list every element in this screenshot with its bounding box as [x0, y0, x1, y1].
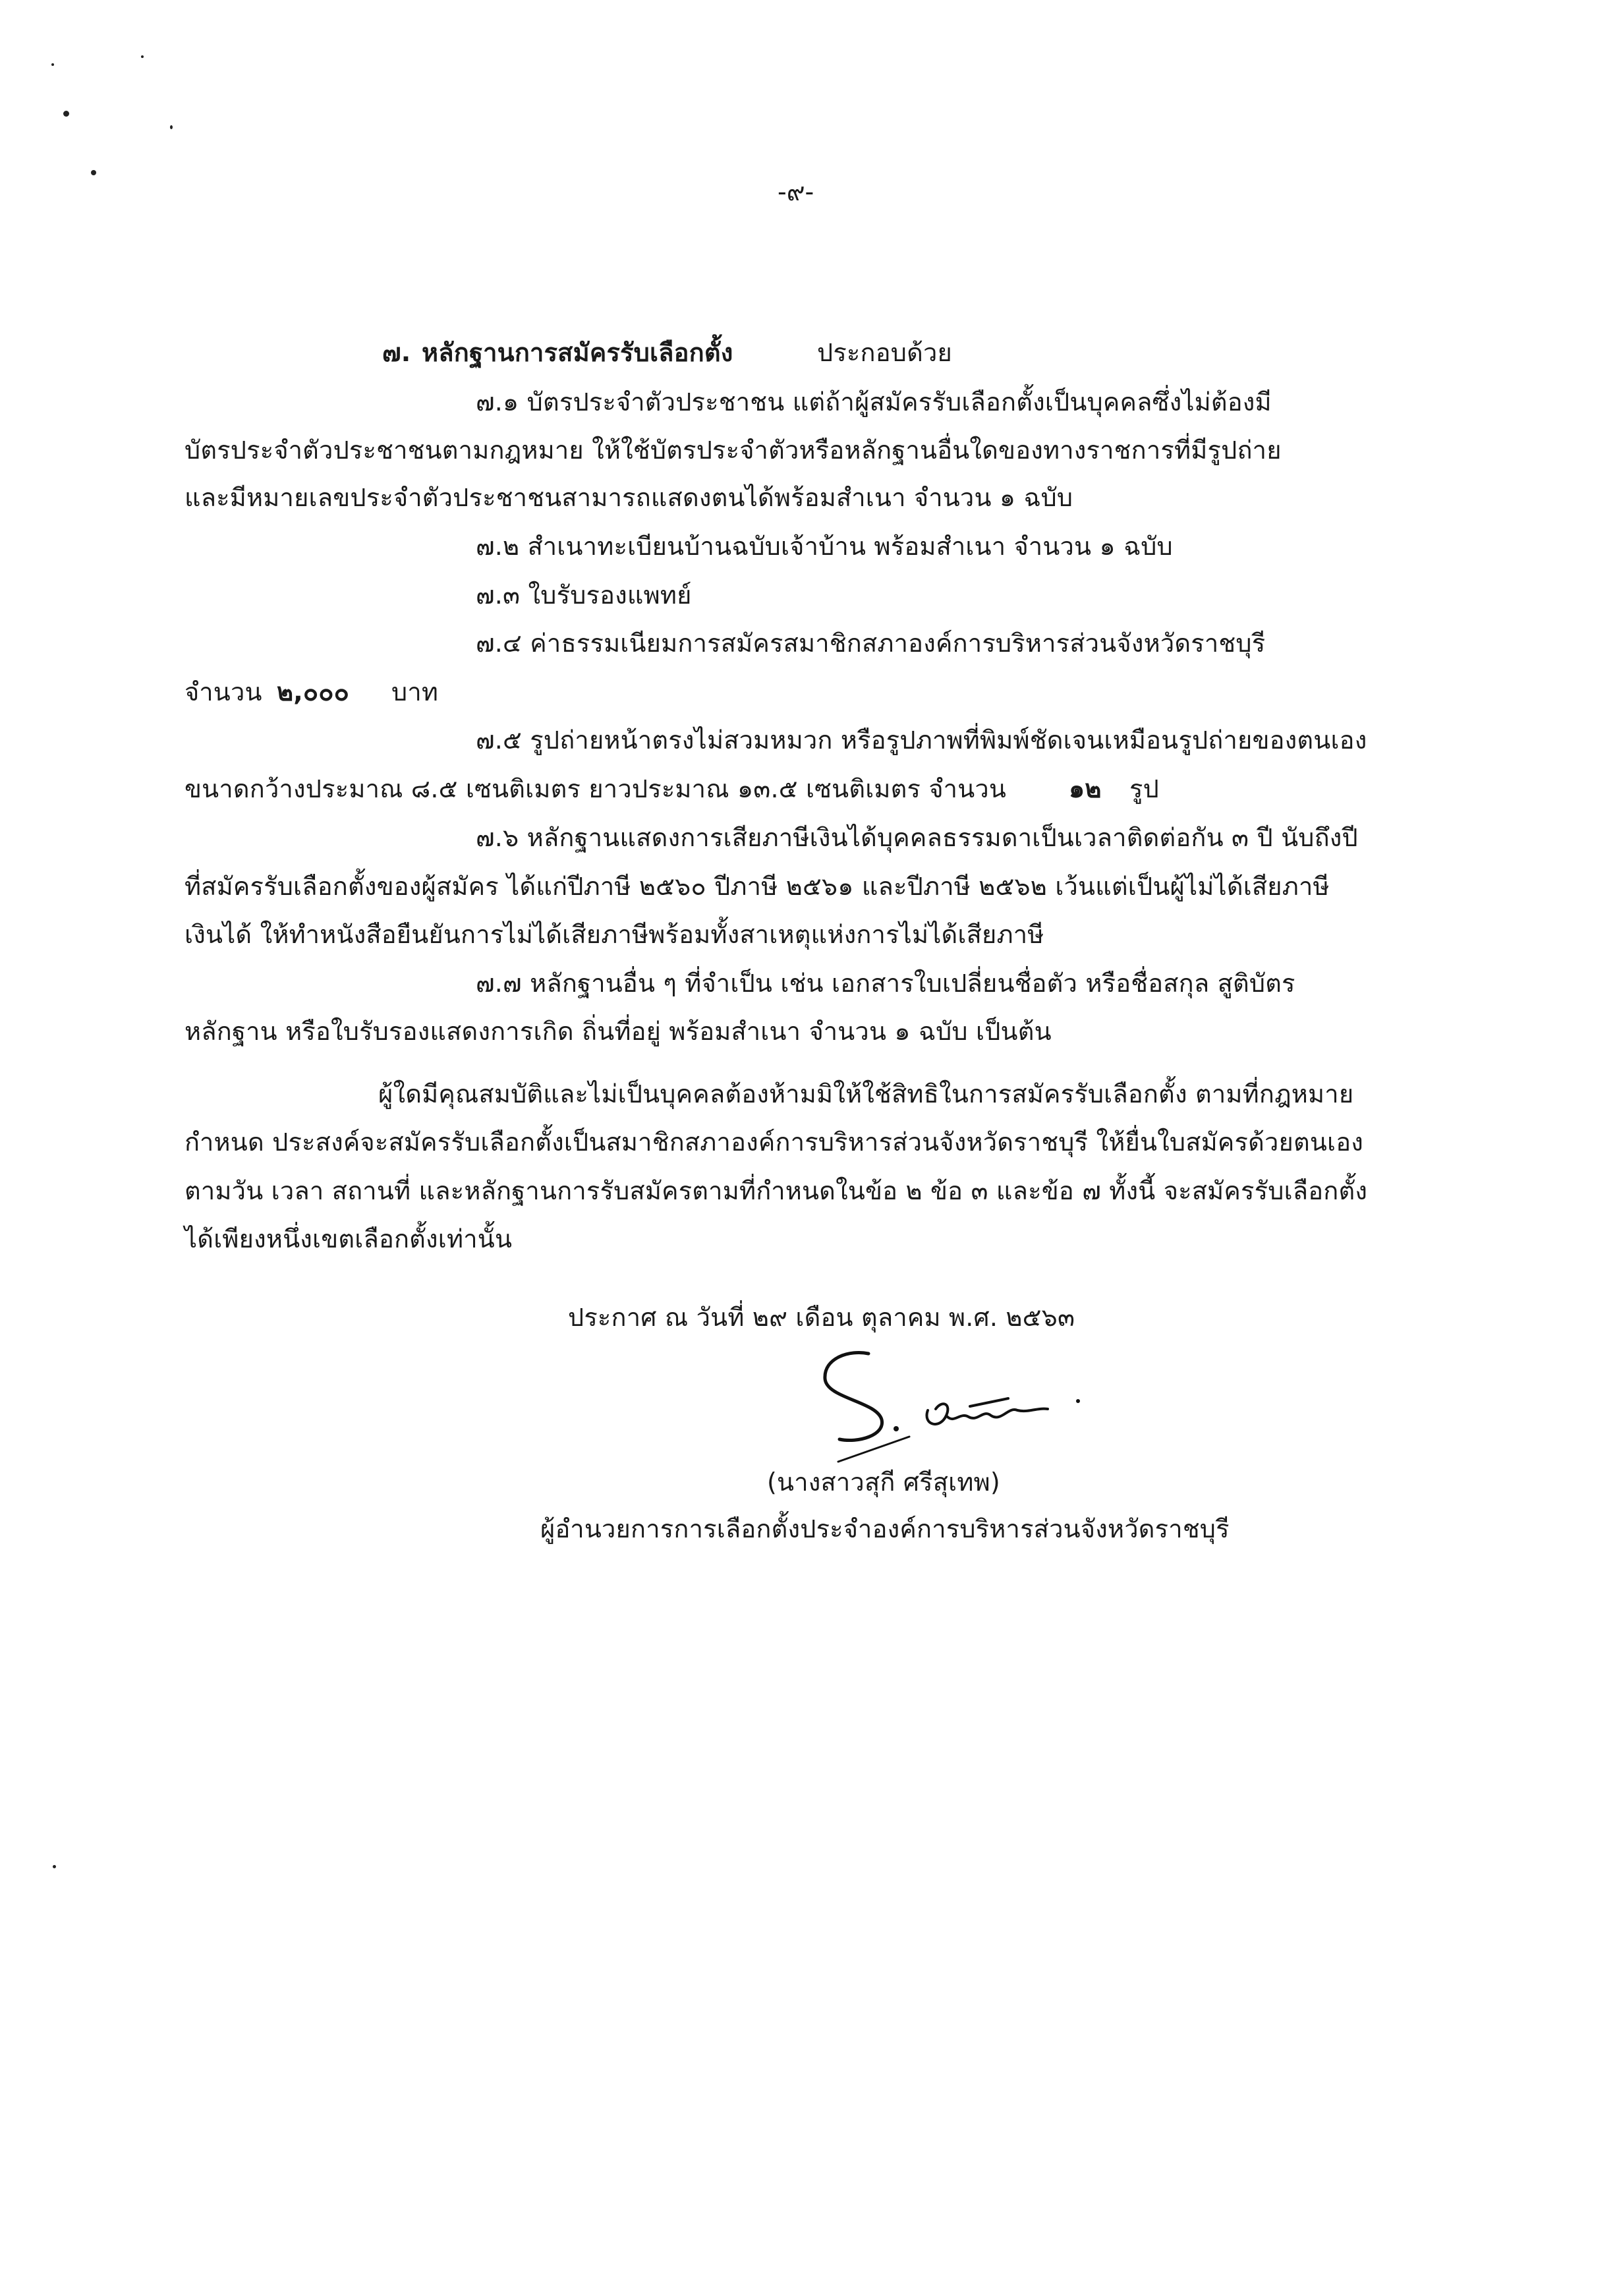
announcement-date: ประกาศ ณ วันที่ ๒๙ เดือน ตุลาคม พ.ศ. ๒๕๖๓	[568, 1303, 1075, 1332]
item-7-4-amount-label: จำนวน	[185, 677, 262, 706]
signatory-position: ผู้อำนวยการการเลือกตั้งประจำองค์การบริหารส่วนจังหวัดราชบุรี	[540, 1514, 1230, 1543]
item-7-4-line-1: ๗.๔ ค่าธรรมเนียมการสมัครสมาชิกสภาองค์การบริหารส่วนจังหวัดราชบุรี	[476, 629, 1266, 658]
item-7-7-line-2: หลักฐาน หรือใบรับรองแสดงการเกิด ถิ่นที่อยู่ พร้อมสำเนา จำนวน ๑ ฉบับ เป็นต้น	[185, 1017, 1052, 1046]
scan-speck	[53, 1865, 56, 1868]
signatory-name: (นางสาวสุกี ศรีสุเทพ)	[767, 1468, 1000, 1497]
closing-paragraph-line-1: ผู้ใดมีคุณสมบัติและไม่เป็นบุคคลต้องห้ามมิให้ใช้สิทธิในการสมัครรับเลือกตั้ง ตามที่กฎหมาย	[378, 1079, 1354, 1108]
page-number: -๙-	[778, 177, 814, 206]
item-7-1-line-3: และมีหมายเลขประจำตัวประชาชนสามารถแสดงตนได้พร้อมสำเนา จำนวน ๑ ฉบับ	[185, 483, 1073, 512]
closing-paragraph-line-2: กำหนด ประสงค์จะสมัครรับเลือกตั้งเป็นสมาชิกสภาองค์การบริหารส่วนจังหวัดราชบุรี ให้ยื่นใบสมัครด้วยตนเอง	[185, 1128, 1364, 1157]
item-7-7-line-1: ๗.๗ หลักฐานอื่น ๆ ที่จำเป็น เช่น เอกสารใบเปลี่ยนชื่อตัว หรือชื่อสกุล สูติบัตร	[476, 969, 1295, 998]
section-heading-title: หลักฐานการสมัครรับเลือกตั้ง	[422, 338, 733, 367]
item-7-6-line-1: ๗.๖ หลักฐานแสดงการเสียภาษีเงินได้บุคคลธรรมดาเป็นเวลาติดต่อกัน ๓ ปี นับถึงปี	[476, 823, 1358, 852]
item-7-4-amount-value: ๒,๐๐๐	[277, 677, 350, 706]
item-7-5-photo-unit: รูป	[1129, 774, 1159, 803]
item-7-1-line-2: บัตรประจำตัวประชาชนตามกฎหมาย ให้ใช้บัตรประจำตัวหรือหลักฐานอื่นใดของทางราชการที่มีรูปถ่าย	[185, 436, 1282, 465]
scan-speck	[170, 125, 173, 129]
scan-speck	[63, 111, 69, 117]
item-7-2: ๗.๒ สำเนาทะเบียนบ้านฉบับเจ้าบ้าน พร้อมสำเนา จำนวน ๑ ฉบับ	[476, 532, 1173, 561]
item-7-1-line-1: ๗.๑ บัตรประจำตัวประชาชน แต่ถ้าผู้สมัครรับเลือกตั้งเป็นบุคคลซึ่งไม่ต้องมี	[476, 387, 1272, 416]
section-heading-suffix: ประกอบด้วย	[817, 338, 952, 367]
scan-speck	[51, 63, 54, 66]
scan-speck	[91, 170, 96, 175]
item-7-6-line-3: เงินได้ ให้ทำหนังสือยืนยันการไม่ได้เสียภาษีพร้อมทั้งสาเหตุแห่งการไม่ได้เสียภาษี	[185, 920, 1044, 949]
item-7-5-line-1: ๗.๕ รูปถ่ายหน้าตรงไม่สวมหมวก หรือรูปภาพที่พิมพ์ชัดเจนเหมือนรูปถ่ายของตนเอง	[476, 726, 1367, 755]
section-heading-number: ๗.	[382, 338, 411, 367]
item-7-5-line-2: ขนาดกว้างประมาณ ๘.๕ เซนติเมตร ยาวประมาณ ๑๓.๕ เซนติเมตร จำนวน	[185, 774, 1007, 803]
closing-paragraph-line-4: ได้เพียงหนึ่งเขตเลือกตั้งเท่านั้น	[185, 1224, 513, 1253]
scan-speck	[141, 55, 144, 58]
item-7-4-amount-unit: บาท	[391, 677, 439, 706]
closing-paragraph-line-3: ตามวัน เวลา สถานที่ และหลักฐานการรับสมัครตามที่กำหนดในข้อ ๒ ข้อ ๓ และข้อ ๗ ทั้งนี้ จะสมัครรับเลือกตั้ง	[185, 1176, 1368, 1205]
item-7-3: ๗.๓ ใบรับรองแพทย์	[476, 581, 692, 610]
item-7-5-photo-count: ๑๒	[1069, 774, 1102, 803]
signature	[810, 1338, 1100, 1470]
item-7-6-line-2: ที่สมัครรับเลือกตั้งของผู้สมัคร ได้แก่ปีภาษี ๒๕๖๐ ปีภาษี ๒๕๖๑ และปีภาษี ๒๕๖๒ เว้นแต่เป็นผู้ไม่ได้เสียภาษี	[185, 872, 1330, 901]
